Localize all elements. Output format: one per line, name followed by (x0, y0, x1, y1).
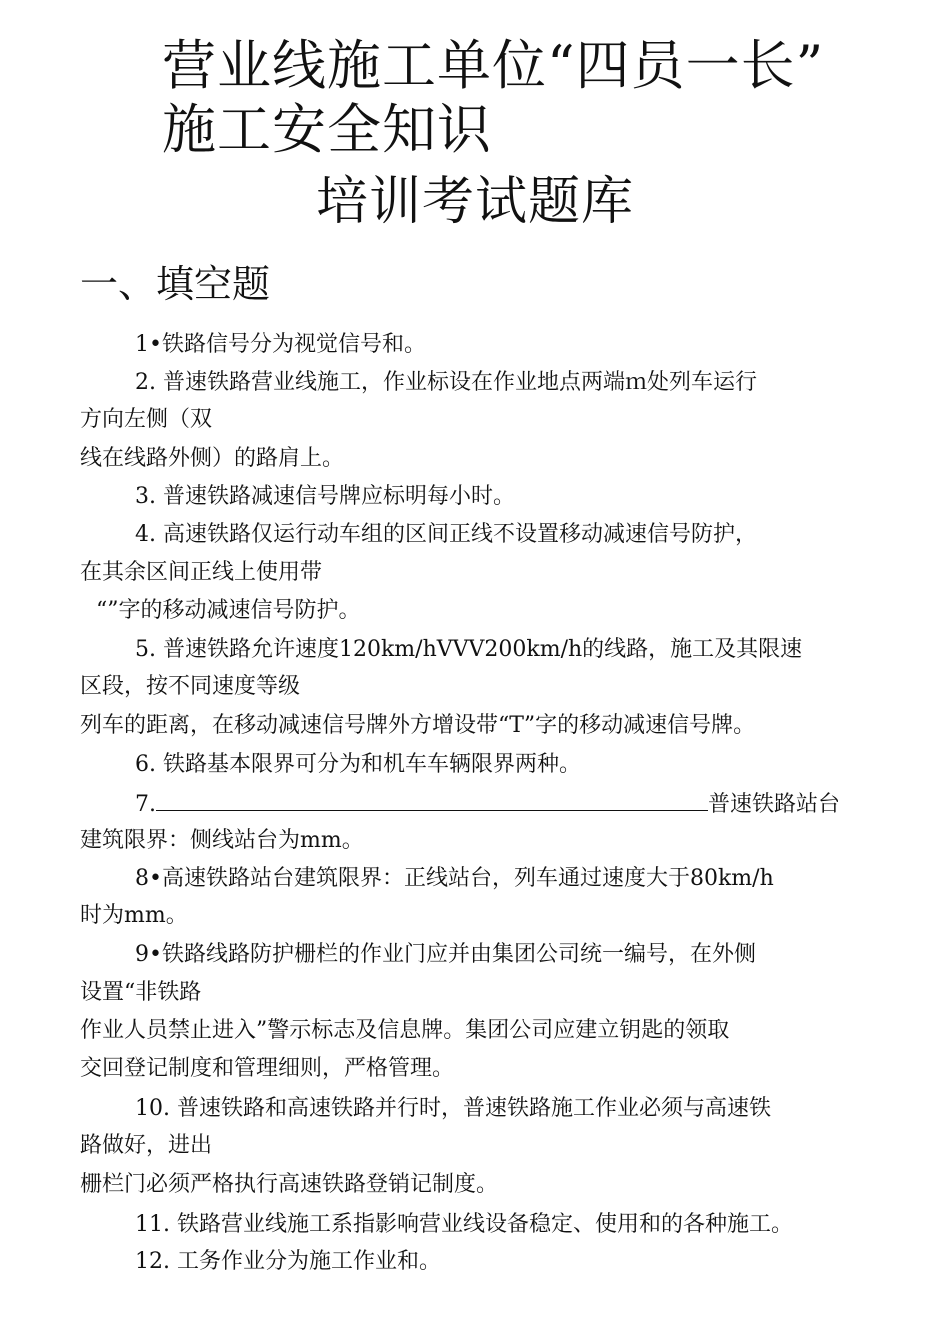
question-12: 12. 工务作业分为施工作业和。 (135, 1249, 441, 1274)
document-title-line-1: 营业线施工单位“四员一长” (162, 34, 825, 97)
question-3: 3. 普速铁路减速信号牌应标明每小时。 (135, 484, 515, 509)
question-9-line-3: 作业人员禁止进入”警示标志及信息牌。集团公司应建立钥匙的领取 (80, 1018, 730, 1043)
question-8-line-2: 时为mm。 (80, 903, 188, 928)
question-8-line-1: 8•高速铁路站台建筑限界：正线站台，列车通过速度大于80km/h (135, 866, 774, 891)
question-9-line-2: 设置“非铁路 (80, 980, 202, 1005)
question-7-line-1 (135, 788, 840, 820)
question-10-line-1: 10. 普速铁路和高速铁路并行时，普速铁路施工作业必须与高速铁 (135, 1096, 771, 1121)
question-7-tail: 普速铁路站台 (708, 792, 841, 817)
question-4-line-1: 4. 高速铁路仅运行动车组的区间正线不设置移动减速信号防护， (135, 522, 757, 547)
question-2-line-1: 2. 普速铁路营业线施工，作业标设在作业地点两端ｍ处列车运行 (135, 370, 757, 395)
document-title-line-2: 施工安全知识 (162, 98, 492, 161)
question-9-line-4: 交回登记制度和管理细则，严格管理。 (80, 1056, 455, 1081)
question-11: 11. 铁路营业线施工系指影响营业线设备稳定、使用和的各种施工。 (135, 1212, 793, 1237)
question-1: 1•铁路信号分为视觉信号和。 (135, 332, 426, 357)
question-9-line-1: 9•铁路线路防护栅栏的作业门应并由集团公司统一编号，在外侧 (135, 942, 756, 967)
question-5-line-3: 列车的距离，在移动减速信号牌外方增设带“T”字的移动减速信号牌。 (80, 713, 756, 738)
question-2-line-3: 线在线路外侧）的路肩上。 (80, 446, 345, 471)
question-10-line-3: 栅栏门必须严格执行高速铁路登销记制度。 (80, 1172, 499, 1197)
section-heading-fill-in-blank: 一、填空题 (80, 262, 271, 306)
question-5-line-1: 5. 普速铁路允许速度120km/hVVV200km/h的线路，施工及其限速 (135, 637, 803, 662)
document-title-line-3: 培训考试题库 (315, 172, 634, 232)
question-7-line-2: 建筑限界：侧线站台为mm。 (80, 828, 364, 853)
question-4-line-2: 在其余区间正线上使用带 (80, 560, 323, 585)
question-5-line-2: 区段，按不同速度等级 (80, 674, 301, 699)
question-10-line-2: 路做好，进出 (80, 1133, 213, 1158)
question-7-answer-blank (156, 788, 708, 811)
question-6: 6. 铁路基本限界可分为和机车车辆限界两种。 (135, 752, 581, 777)
question-4-line-3: “”字的移动减速信号防护。 (96, 598, 361, 623)
question-2-line-2: 方向左侧（双 (80, 407, 213, 432)
question-7-number: 7. (135, 792, 156, 817)
